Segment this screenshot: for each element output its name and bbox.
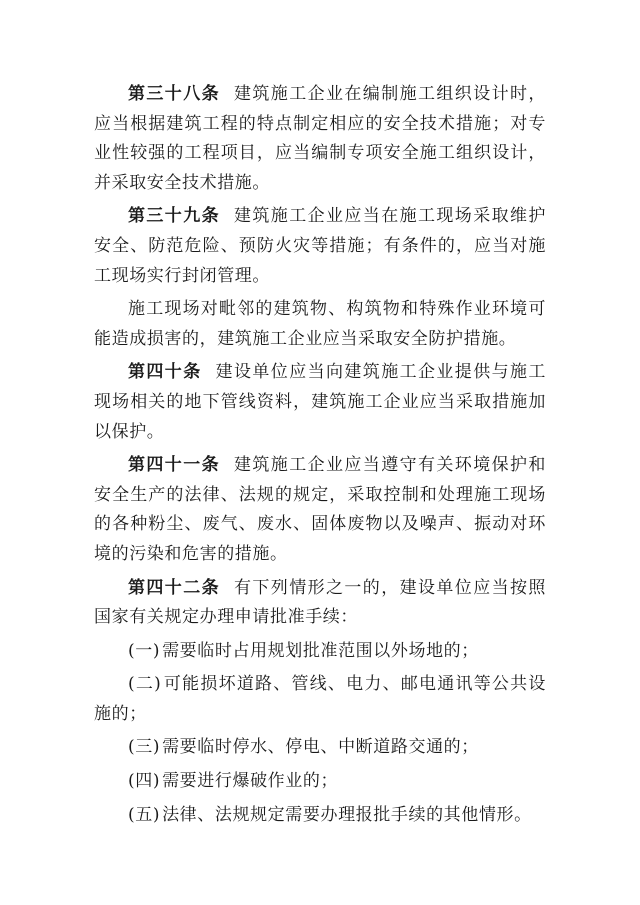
article-heading: 第四十一条 (128, 455, 220, 476)
article-40-paragraph (94, 358, 546, 447)
article-38-paragraph (94, 80, 546, 198)
list-item-text: 需要临时停水、停电、中断道路交通的； (162, 737, 479, 758)
article-39-paragraph (94, 202, 546, 291)
article-body: 建筑施工企业应当在施工现场采取维护安全、防范危险、预防火灾等措施；有条件的，应当对施工现场实行封闭管理。 (94, 206, 546, 286)
list-item (94, 733, 546, 763)
article-heading: 第四十二条 (128, 577, 220, 598)
list-item (94, 637, 546, 667)
article-body: 建设单位应当向建筑施工企业提供与施工现场相关的地下管线资料，建筑施工企业应当采取措施加以保护。 (94, 362, 546, 442)
list-item (94, 670, 546, 729)
article-body: 建筑施工企业应当遵守有关环境保护和安全生产的法律、法规的规定，采取控制和处理施工现场的各种粉尘、废气、废水、固体废物以及噪声、振动对环境的污染和危害的措施。 (94, 455, 546, 564)
list-item-label: (四) (128, 771, 161, 792)
article-42-paragraph (94, 574, 546, 633)
article-heading: 第三十八条 (128, 84, 220, 104)
list-item (94, 767, 546, 797)
list-item (94, 801, 546, 831)
list-item-text: 需要进行爆破作业的； (162, 771, 339, 792)
list-item-label: (一) (128, 640, 161, 661)
list-item-label: (三) (128, 737, 161, 758)
article-body: 建筑施工企业在编制施工组织设计时，应当根据建筑工程的特点制定相应的安全技术措施；对专业性较强的工程项目，应当编制专项安全施工组织设计，并采取安全技术措施。 (94, 84, 546, 193)
list-item-label: (五) (128, 804, 161, 825)
article-39-continuation-paragraph (94, 295, 546, 354)
article-heading: 第三十九条 (128, 206, 220, 227)
article-heading: 第四十条 (128, 362, 202, 383)
list-item-text: 可能损坏道路、管线、电力、邮电通讯等公共设施的； (94, 674, 546, 724)
list-item-label: (二) (128, 674, 162, 695)
article-body: 有下列情形之一的，建设单位应当按照国家有关规定办理申请批准手续： (94, 577, 546, 628)
article-41-paragraph (94, 451, 546, 569)
article-body: 施工现场对毗邻的建筑物、构筑物和特殊作业环境可能造成损害的，建筑施工企业应当采取安全防护措施。 (94, 299, 546, 349)
list-item-text: 法律、法规规定需要办理报批手续的其他情形。 (162, 804, 532, 825)
list-item-text: 需要临时占用规划批准范围以外场地的； (162, 640, 479, 661)
